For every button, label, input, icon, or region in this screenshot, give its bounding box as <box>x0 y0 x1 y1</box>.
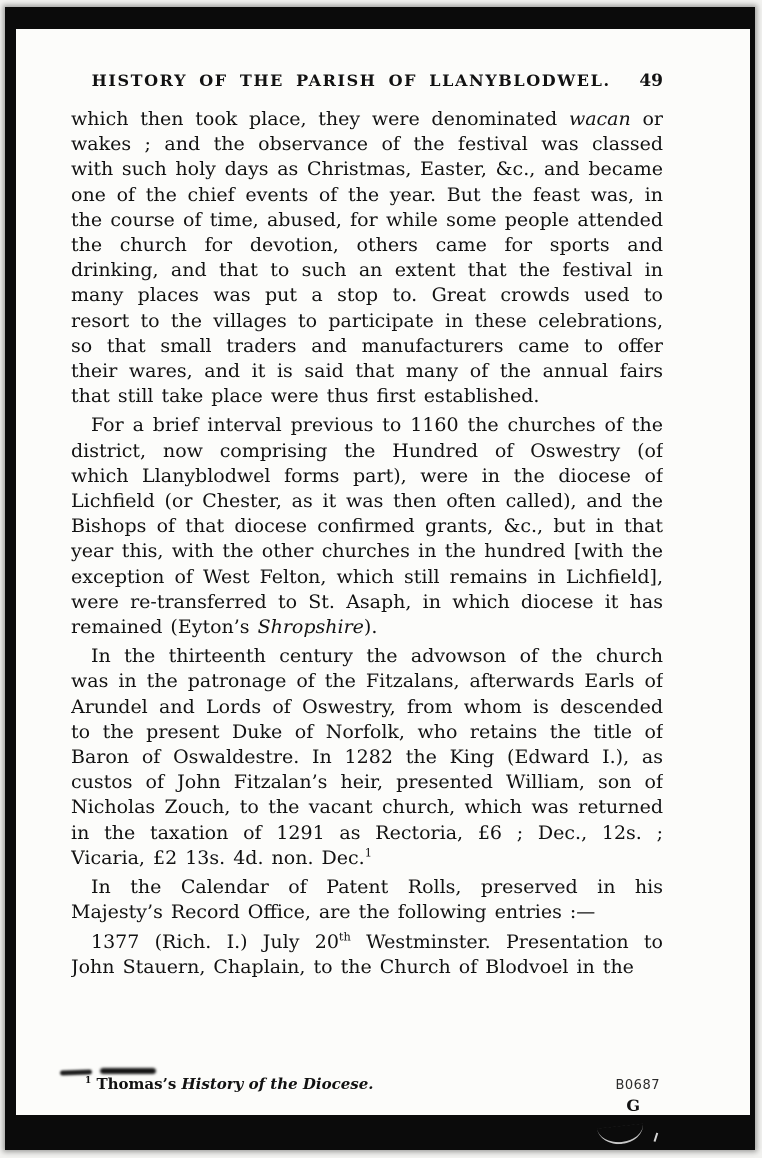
scan-code-label: B0687 <box>615 1078 660 1093</box>
text-run: 1 <box>85 1076 92 1086</box>
paragraph <box>71 107 663 409</box>
paragraph <box>71 413 663 640</box>
text-run: Shropshire <box>257 616 364 639</box>
book-page <box>16 29 750 1115</box>
page-number: 49 <box>639 71 663 91</box>
page-header <box>71 71 663 91</box>
text-run: ). <box>363 616 378 639</box>
paragraph <box>71 930 663 980</box>
text-run: History of the Diocese. <box>181 1075 374 1093</box>
footnote-row <box>71 1075 660 1093</box>
text-column <box>71 71 663 1059</box>
text-run: which then took place, they were denominated <box>71 108 569 130</box>
scan-border <box>5 7 755 1150</box>
footnote <box>71 1075 373 1093</box>
text-run: or wakes ; and the observance of the festival was classed with such holy days as Christmas, Easter, &c., and became one of the chief events of the year. But the feast was, in the course of time, abused, for while some people attended the church for devotion, others came for sports and drinking, and that to such an extent that the festival in many places was put a stop to. Great crowds used to resort to the villages to participate in these celebrations, so that small traders and manufacturers came to offer their wares, and it is said that many of the annual fairs that still take place were thus first established. <box>71 108 663 408</box>
text-run: th <box>338 929 351 944</box>
text-run: Thomas’s <box>91 1075 182 1093</box>
text-run: In the Calendar of Patent Rolls, preserved in his Majesty’s Record Office, are the following entries :— <box>71 876 663 924</box>
running-title: HISTORY OF THE PARISH OF LLANYBLODWEL. <box>91 71 611 90</box>
text-run: 1 <box>364 845 372 860</box>
text-run: In the thirteenth century the advowson of the church was in the patronage of the Fitzalans, afterwards Earls of Arundel and Lords of Oswestry, from whom is descended to the present Duke of Norfolk, who retains the title of Baron of Oswaldestre. In 1282 the King (Edward I.), as custos of John Fitzalan’s heir, presented William, son of Nicholas Zouch, to the vacant church, which was returned in the taxation of 1291 as Rectoria, £6 ; Dec., 12s. ; Vicaria, £2 13s. 4d. non. Dec. <box>71 645 663 869</box>
text-run: Westminster. Presentation to John Stauern, Chaplain, to the Church of Blodvoel in the <box>71 930 663 978</box>
paragraph <box>71 644 663 871</box>
body-text <box>71 107 663 980</box>
text-run: wacan <box>568 108 631 130</box>
text-run: 1377 (Rich. I.) July 20 <box>91 930 339 953</box>
text-run: For a brief interval previous to 1160 the churches of the district, now comprising the Hundred of Oswestry (of which Llanyblodwel forms part), were in the diocese of Lichfield (or Chester, as it was then often called), and the Bishops of that diocese confirmed grants, &c., but in that year this, with the other churches in the hundred [with the exception of West Felton, which still remains in Lichfield], were re-transferred to St. Asaph, in which diocese it has remained (Eyton’s <box>71 414 663 639</box>
paragraph <box>71 875 663 925</box>
signature-mark: G <box>626 1096 640 1115</box>
